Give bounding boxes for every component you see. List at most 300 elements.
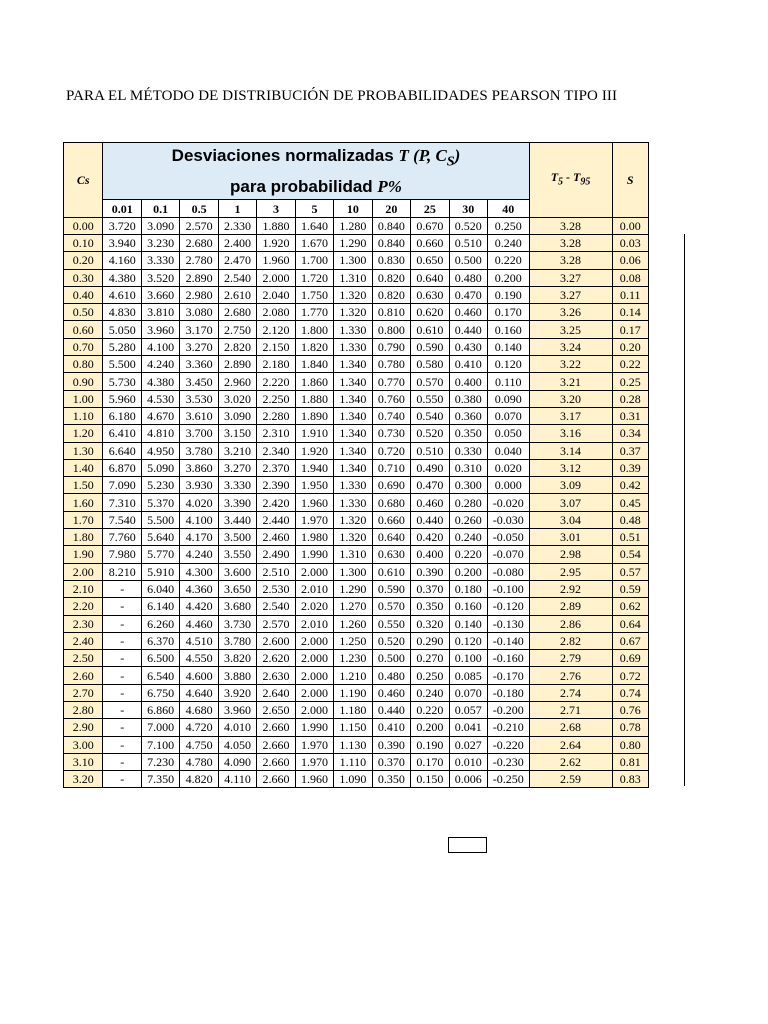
deviation-cell: 6.640 — [103, 442, 141, 459]
deviation-cell: 2.010 — [295, 615, 333, 632]
cs-cell: 2.90 — [64, 719, 103, 736]
deviation-header — [103, 143, 529, 200]
deviation-cell: 0.480 — [449, 269, 487, 286]
deviation-cell: 5.500 — [103, 356, 141, 373]
deviation-cell: 3.390 — [218, 494, 256, 511]
deviation-cell: 1.320 — [334, 511, 372, 528]
deviation-cell: 3.920 — [218, 684, 256, 701]
deviation-cell: 0.820 — [372, 269, 410, 286]
deviation-cell: 2.000 — [295, 684, 333, 701]
deviation-cell: 0.410 — [372, 719, 410, 736]
s-cell: 0.00 — [612, 217, 648, 234]
deviation-cell: 3.230 — [141, 234, 179, 251]
deviation-cell: 0.730 — [372, 425, 410, 442]
deviation-cell: 4.510 — [180, 632, 218, 649]
deviation-cell: 3.520 — [141, 269, 179, 286]
deviation-cell: 6.860 — [141, 702, 179, 719]
deviation-cell: 0.690 — [372, 477, 410, 494]
deviation-cell: 1.110 — [334, 753, 372, 770]
deviation-cell: 0.510 — [411, 442, 449, 459]
deviation-cell: 2.650 — [257, 702, 295, 719]
deviation-header-line1: Desviaciones normalizadas — [171, 146, 394, 165]
deviation-cell: 2.600 — [257, 632, 295, 649]
deviation-cell: - — [103, 702, 141, 719]
t5-t95-cell: 2.82 — [529, 632, 612, 649]
s-cell: 0.08 — [612, 269, 648, 286]
deviation-cell: 3.500 — [218, 529, 256, 546]
t5-t95-cell: 2.86 — [529, 615, 612, 632]
deviation-cell: 0.640 — [411, 269, 449, 286]
deviation-cell: 4.020 — [180, 494, 218, 511]
cs-cell: 2.40 — [64, 632, 103, 649]
deviation-cell: 0.050 — [488, 425, 530, 442]
table-row — [64, 234, 649, 251]
deviation-cell: 0.170 — [411, 753, 449, 770]
deviation-cell: 2.680 — [218, 304, 256, 321]
s-cell: 0.72 — [612, 667, 648, 684]
t5-t95-cell: 3.27 — [529, 269, 612, 286]
deviation-cell: 2.540 — [257, 598, 295, 615]
deviation-cell: 2.890 — [218, 356, 256, 373]
table-row — [64, 563, 649, 580]
s-cell: 0.17 — [612, 321, 648, 338]
table-row — [64, 546, 649, 563]
deviation-cell: 0.085 — [449, 667, 487, 684]
deviation-cell: 1.320 — [334, 286, 372, 303]
s-cell: 0.67 — [612, 632, 648, 649]
deviation-cell: 2.780 — [180, 252, 218, 269]
deviation-cell: 1.720 — [295, 269, 333, 286]
deviation-cell: -0.120 — [488, 598, 530, 615]
s-cell: 0.62 — [612, 598, 648, 615]
deviation-cell: 2.540 — [218, 269, 256, 286]
deviation-cell: 0.010 — [449, 753, 487, 770]
t5-t95-cell: 3.27 — [529, 286, 612, 303]
table-row — [64, 632, 649, 649]
deviation-cell: 4.300 — [180, 563, 218, 580]
cs-cell: 2.30 — [64, 615, 103, 632]
deviation-cell: 1.340 — [334, 390, 372, 407]
deviation-cell: 2.530 — [257, 580, 295, 597]
t5-t95-cell: 3.22 — [529, 356, 612, 373]
deviation-cell: 3.150 — [218, 425, 256, 442]
cs-cell: 0.50 — [64, 304, 103, 321]
deviation-cell: 0.400 — [449, 373, 487, 390]
deviation-cell: 3.780 — [180, 442, 218, 459]
deviation-cell: 0.420 — [411, 529, 449, 546]
deviation-cell: 4.810 — [141, 425, 179, 442]
table-row — [64, 615, 649, 632]
deviation-cell: 1.340 — [334, 373, 372, 390]
s-cell: 0.20 — [612, 338, 648, 355]
deviation-cell: 0.040 — [488, 442, 530, 459]
s-cell: 0.42 — [612, 477, 648, 494]
deviation-cell: 3.650 — [218, 580, 256, 597]
deviation-cell: - — [103, 684, 141, 701]
t5-t95-cell: 3.12 — [529, 459, 612, 476]
deviation-cell: 2.000 — [295, 632, 333, 649]
empty-box — [448, 837, 487, 853]
cs-cell: 3.10 — [64, 753, 103, 770]
t5-t95-cell: 3.14 — [529, 442, 612, 459]
s-cell: 0.37 — [612, 442, 648, 459]
deviation-cell: 3.530 — [180, 390, 218, 407]
table-row — [64, 719, 649, 736]
deviation-cell: 5.730 — [103, 373, 141, 390]
table-row — [64, 390, 649, 407]
deviation-cell: 1.990 — [295, 719, 333, 736]
t5-t95-cell: 2.62 — [529, 753, 612, 770]
deviation-cell: 2.010 — [295, 580, 333, 597]
deviation-cell: 1.330 — [334, 338, 372, 355]
table-row — [64, 494, 649, 511]
deviation-cell: 2.150 — [257, 338, 295, 355]
deviation-cell: 0.520 — [372, 632, 410, 649]
deviation-cell: -0.230 — [488, 753, 530, 770]
deviation-cell: 0.570 — [372, 598, 410, 615]
s-cell: 0.81 — [612, 753, 648, 770]
deviation-cell: 4.610 — [103, 286, 141, 303]
deviation-cell: 2.280 — [257, 407, 295, 424]
deviation-cell: 0.590 — [372, 580, 410, 597]
s-cell: 0.11 — [612, 286, 648, 303]
page-title: PARA EL MÉTODO DE DISTRIBUCIÓN DE PROBABILIDADES PEARSON TIPO III — [66, 88, 618, 104]
deviation-cell: 0.440 — [449, 321, 487, 338]
s-cell: 0.25 — [612, 373, 648, 390]
deviation-cell: 1.340 — [334, 459, 372, 476]
t5-t95-cell: 3.04 — [529, 511, 612, 528]
cs-cell: 3.00 — [64, 736, 103, 753]
deviation-cell: 4.720 — [180, 719, 218, 736]
deviation-cell: 2.180 — [257, 356, 295, 373]
deviation-cell: 0.630 — [372, 546, 410, 563]
s-cell: 0.59 — [612, 580, 648, 597]
deviation-cell: 2.000 — [257, 269, 295, 286]
deviation-cell: 1.190 — [334, 684, 372, 701]
deviation-cell: 3.450 — [180, 373, 218, 390]
deviation-cell: 0.190 — [411, 736, 449, 753]
cs-cell: 0.20 — [64, 252, 103, 269]
deviation-cell: 1.320 — [334, 529, 372, 546]
deviation-cell: 7.230 — [141, 753, 179, 770]
deviation-cell: - — [103, 580, 141, 597]
deviation-cell: 2.040 — [257, 286, 295, 303]
deviation-cell: 0.260 — [449, 511, 487, 528]
deviation-cell: 2.660 — [257, 753, 295, 770]
table-row — [64, 459, 649, 476]
t5-t95-cell: 2.68 — [529, 719, 612, 736]
deviation-cell: 2.310 — [257, 425, 295, 442]
deviation-cell: 6.180 — [103, 407, 141, 424]
table-row — [64, 217, 649, 234]
deviation-cell: 0.280 — [449, 494, 487, 511]
t5-t95-cell: 3.28 — [529, 217, 612, 234]
deviation-cell: 7.540 — [103, 511, 141, 528]
s-cell: 0.57 — [612, 563, 648, 580]
deviation-cell: 0.400 — [411, 546, 449, 563]
t5-t95-cell: 2.98 — [529, 546, 612, 563]
deviation-cell: 5.960 — [103, 390, 141, 407]
deviation-cell: 4.100 — [180, 511, 218, 528]
deviation-cell: 0.350 — [449, 425, 487, 442]
s-cell: 0.34 — [612, 425, 648, 442]
deviation-cell: 4.600 — [180, 667, 218, 684]
deviation-cell: 4.160 — [103, 252, 141, 269]
deviation-cell: 1.880 — [257, 217, 295, 234]
deviation-cell: 0.160 — [488, 321, 530, 338]
s-cell: 0.69 — [612, 650, 648, 667]
deviation-cell: 2.510 — [257, 563, 295, 580]
deviation-cell: 3.270 — [218, 459, 256, 476]
s-cell: 0.74 — [612, 684, 648, 701]
deviation-cell: 2.750 — [218, 321, 256, 338]
deviation-cell: 3.880 — [218, 667, 256, 684]
deviation-cell: 4.820 — [180, 771, 218, 788]
table-row — [64, 356, 649, 373]
deviation-cell: 2.460 — [257, 529, 295, 546]
deviation-cell: 0.580 — [411, 356, 449, 373]
cs-cell: 2.00 — [64, 563, 103, 580]
deviation-cell: - — [103, 615, 141, 632]
deviation-cell: 2.340 — [257, 442, 295, 459]
s-cell: 0.31 — [612, 407, 648, 424]
deviation-cell: 1.640 — [295, 217, 333, 234]
deviation-cell: 2.220 — [257, 373, 295, 390]
deviation-cell: 2.610 — [218, 286, 256, 303]
cs-cell: 1.50 — [64, 477, 103, 494]
deviation-cell: 2.570 — [257, 615, 295, 632]
deviation-cell: 1.230 — [334, 650, 372, 667]
cs-cell: 0.10 — [64, 234, 103, 251]
cs-cell: 1.70 — [64, 511, 103, 528]
deviation-cell: 4.420 — [180, 598, 218, 615]
deviation-cell: 0.057 — [449, 702, 487, 719]
t5-t95-cell: 2.79 — [529, 650, 612, 667]
deviation-cell: 6.870 — [103, 459, 141, 476]
deviation-cell: -0.070 — [488, 546, 530, 563]
t5-t95-cell: 2.59 — [529, 771, 612, 788]
t5-t95-cell: 3.16 — [529, 425, 612, 442]
deviation-cell: 5.770 — [141, 546, 179, 563]
deviation-cell: 0.360 — [449, 407, 487, 424]
deviation-cell: 4.380 — [103, 269, 141, 286]
probability-header-cell: 30 — [449, 200, 487, 217]
deviation-cell: 2.000 — [295, 563, 333, 580]
deviation-cell: 3.550 — [218, 546, 256, 563]
table-row — [64, 269, 649, 286]
table-row — [64, 753, 649, 770]
deviation-cell: 1.250 — [334, 632, 372, 649]
deviation-cell: -0.170 — [488, 667, 530, 684]
deviation-cell: 1.700 — [295, 252, 333, 269]
deviation-cell: 1.180 — [334, 702, 372, 719]
deviation-cell: 3.020 — [218, 390, 256, 407]
deviation-cell: 1.820 — [295, 338, 333, 355]
deviation-cell: 1.310 — [334, 546, 372, 563]
table-row — [64, 736, 649, 753]
s-cell: 0.28 — [612, 390, 648, 407]
deviation-cell: 0.440 — [372, 702, 410, 719]
deviation-cell: 3.610 — [180, 407, 218, 424]
deviation-cell: 3.730 — [218, 615, 256, 632]
deviation-cell: 0.300 — [449, 477, 487, 494]
t5-t95-cell: 2.71 — [529, 702, 612, 719]
deviation-cell: 1.150 — [334, 719, 372, 736]
deviation-cell: 0.140 — [449, 615, 487, 632]
cs-cell: 0.70 — [64, 338, 103, 355]
deviation-cell: 0.510 — [449, 234, 487, 251]
deviation-cell: 2.980 — [180, 286, 218, 303]
deviation-cell: 3.700 — [180, 425, 218, 442]
cs-cell: 2.50 — [64, 650, 103, 667]
table-row — [64, 771, 649, 788]
deviation-cell: 3.680 — [218, 598, 256, 615]
s-cell: 0.76 — [612, 702, 648, 719]
probability-header-cell: 25 — [411, 200, 449, 217]
deviation-cell: 3.820 — [218, 650, 256, 667]
table-row — [64, 407, 649, 424]
cs-cell: 2.20 — [64, 598, 103, 615]
probability-header-cell: 0.1 — [141, 200, 179, 217]
deviation-cell: 0.520 — [449, 217, 487, 234]
deviation-cell: 1.260 — [334, 615, 372, 632]
deviation-cell: 4.750 — [180, 736, 218, 753]
deviation-cell: -0.100 — [488, 580, 530, 597]
deviation-cell: 2.660 — [257, 771, 295, 788]
t5-t95-cell: 2.76 — [529, 667, 612, 684]
deviation-cell: 1.920 — [257, 234, 295, 251]
deviation-cell: - — [103, 650, 141, 667]
deviation-cell: 1.950 — [295, 477, 333, 494]
table-row — [64, 580, 649, 597]
deviation-cell: 0.590 — [411, 338, 449, 355]
deviation-cell: 0.610 — [411, 321, 449, 338]
table-row — [64, 338, 649, 355]
deviation-cell: 1.960 — [295, 771, 333, 788]
deviation-cell: 0.250 — [488, 217, 530, 234]
deviation-cell: 1.300 — [334, 252, 372, 269]
deviation-cell: 0.630 — [411, 286, 449, 303]
table-row — [64, 650, 649, 667]
deviation-cell: 0.390 — [372, 736, 410, 753]
deviation-cell: 0.520 — [411, 425, 449, 442]
table-row — [64, 286, 649, 303]
deviation-cell: 0.480 — [372, 667, 410, 684]
cs-cell: 2.80 — [64, 702, 103, 719]
deviation-cell: -0.160 — [488, 650, 530, 667]
t5-t95-cell: 3.28 — [529, 252, 612, 269]
deviation-cell: 0.430 — [449, 338, 487, 355]
deviation-cell: 1.670 — [295, 234, 333, 251]
deviation-cell: 6.260 — [141, 615, 179, 632]
deviation-cell: 4.110 — [218, 771, 256, 788]
deviation-cell: 8.210 — [103, 563, 141, 580]
deviation-cell: -0.200 — [488, 702, 530, 719]
cs-cell: 1.00 — [64, 390, 103, 407]
deviation-cell: 2.250 — [257, 390, 295, 407]
table-row — [64, 373, 649, 390]
deviation-cell: 0.830 — [372, 252, 410, 269]
s-cell: 0.78 — [612, 719, 648, 736]
probability-header-cell: 40 — [488, 200, 530, 217]
deviation-cell: 2.390 — [257, 477, 295, 494]
s-cell: 0.06 — [612, 252, 648, 269]
s-cell: 0.83 — [612, 771, 648, 788]
deviation-cell: - — [103, 632, 141, 649]
deviation-cell: 0.550 — [372, 615, 410, 632]
deviation-cell: 2.120 — [257, 321, 295, 338]
probability-header-cell: 0.5 — [180, 200, 218, 217]
deviation-cell: 1.770 — [295, 304, 333, 321]
deviation-cell: 4.950 — [141, 442, 179, 459]
deviation-cell: 0.470 — [411, 477, 449, 494]
s-cell: 0.80 — [612, 736, 648, 753]
deviation-cell: 4.380 — [141, 373, 179, 390]
deviation-cell: 7.090 — [103, 477, 141, 494]
deviation-cell: 6.540 — [141, 667, 179, 684]
cs-cell: 1.90 — [64, 546, 103, 563]
deviation-cell: 2.490 — [257, 546, 295, 563]
deviation-cell: 0.220 — [411, 702, 449, 719]
probability-header-cell: 5 — [295, 200, 333, 217]
deviation-cell: 3.210 — [218, 442, 256, 459]
deviation-cell: 0.240 — [449, 529, 487, 546]
deviation-cell: 1.340 — [334, 425, 372, 442]
table-row — [64, 252, 649, 269]
deviation-cell: 1.990 — [295, 546, 333, 563]
deviation-cell: 6.140 — [141, 598, 179, 615]
t5-t95-column-header: $T_5 - T_{95}$ — [529, 143, 612, 218]
deviation-cell: 0.250 — [411, 667, 449, 684]
deviation-cell: 3.960 — [141, 321, 179, 338]
deviation-cell: 0.440 — [411, 511, 449, 528]
deviation-cell: 1.340 — [334, 356, 372, 373]
deviation-cell: 5.280 — [103, 338, 141, 355]
deviation-cell: 0.200 — [488, 269, 530, 286]
deviation-cell: 3.940 — [103, 234, 141, 251]
deviation-cell: 6.500 — [141, 650, 179, 667]
deviation-cell: - — [103, 753, 141, 770]
deviation-cell: 0.150 — [411, 771, 449, 788]
s-cell: 0.64 — [612, 615, 648, 632]
t5-t95-cell: 3.26 — [529, 304, 612, 321]
deviation-cell: 1.130 — [334, 736, 372, 753]
s-cell: 0.14 — [612, 304, 648, 321]
deviation-cell: 1.840 — [295, 356, 333, 373]
deviation-cell: 0.740 — [372, 407, 410, 424]
deviation-cell: 1.960 — [257, 252, 295, 269]
deviation-cell: 3.810 — [141, 304, 179, 321]
deviation-cell: 3.330 — [218, 477, 256, 494]
cs-cell: 0.60 — [64, 321, 103, 338]
deviation-cell: 4.240 — [141, 356, 179, 373]
deviation-cell: 6.750 — [141, 684, 179, 701]
table-body — [64, 217, 649, 788]
deviation-cell: 2.000 — [295, 650, 333, 667]
deviation-cell: 2.000 — [295, 702, 333, 719]
table-row — [64, 529, 649, 546]
deviation-cell: 0.270 — [411, 650, 449, 667]
deviation-cell: 0.090 — [488, 390, 530, 407]
t5-t95-cell: 2.64 — [529, 736, 612, 753]
deviation-cell: 4.010 — [218, 719, 256, 736]
deviation-cell: 1.320 — [334, 304, 372, 321]
deviation-cell: 0.770 — [372, 373, 410, 390]
deviation-cell: 1.290 — [334, 234, 372, 251]
deviation-cell: 0.660 — [372, 511, 410, 528]
deviation-cell: -0.080 — [488, 563, 530, 580]
s-cell: 0.22 — [612, 356, 648, 373]
